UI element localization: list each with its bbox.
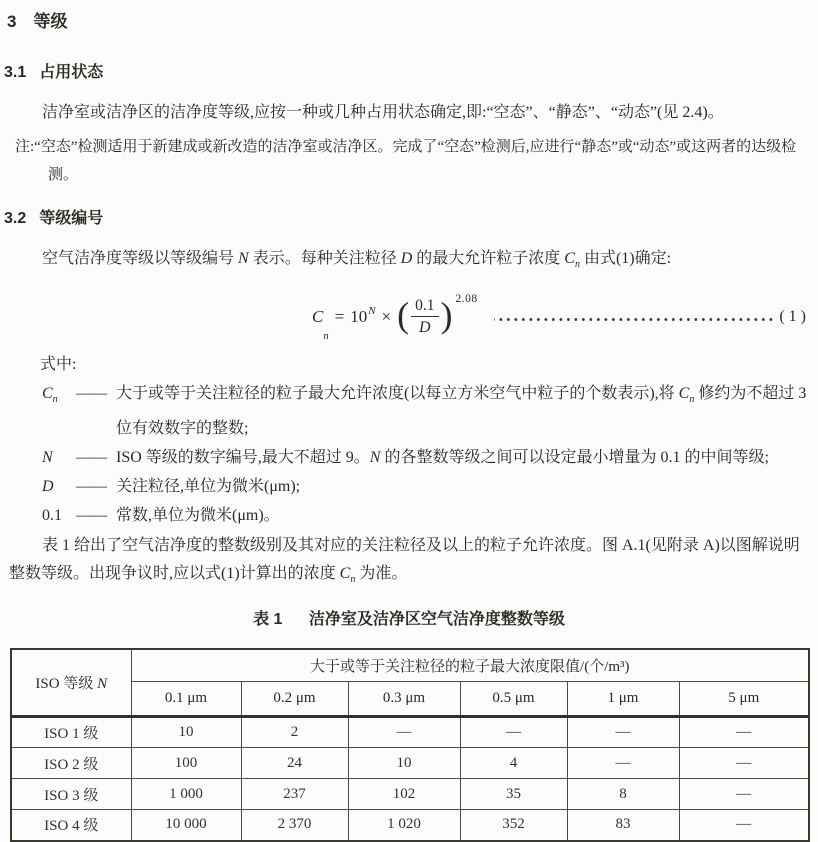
table-row-iso4 bbox=[11, 810, 809, 841]
class-label-cell: ISO 2 级 bbox=[11, 748, 131, 779]
value-cell: 35 bbox=[460, 779, 567, 810]
paragraph-class-designation: 空气洁净度等级以等级编号 N 表示。每种关注粒径 D 的最大允许粒子浓度 $C_n$ 由式(1)确定: bbox=[42, 250, 672, 271]
value-cell: 2 bbox=[241, 717, 348, 748]
formula-lhs-subscript: n bbox=[323, 331, 329, 343]
section-heading-3 bbox=[7, 0, 818, 32]
class-label-cell: ISO 1 级 bbox=[11, 717, 131, 748]
value-cell: 10 bbox=[348, 748, 460, 779]
definition-item-cn bbox=[42, 379, 810, 443]
size-header-cell: 0.2 μm bbox=[241, 682, 348, 717]
formula-exponent-208: 2.08 bbox=[455, 293, 478, 306]
section-heading-3-1 bbox=[4, 59, 818, 82]
definition-term: 0.1 bbox=[42, 507, 62, 525]
value-cell: 10 bbox=[131, 717, 241, 748]
value-cell: — bbox=[567, 717, 679, 748]
table-caption bbox=[0, 606, 818, 629]
value-cell: 1 020 bbox=[348, 810, 460, 841]
equation-1 bbox=[0, 288, 808, 346]
multiplication-sign: × bbox=[381, 307, 392, 327]
equals-sign: = bbox=[334, 307, 345, 327]
note-block: 注:“空态”检测适用于新建成或新改造的洁净室或洁净区。完成了“空态”检测后,应进行“静态”或“动态”或这两者的达级检测。 bbox=[15, 139, 797, 183]
definition-term: $C_n$ bbox=[42, 385, 58, 406]
equation-number: ( 1 ) bbox=[779, 308, 806, 326]
value-cell: — bbox=[348, 717, 460, 748]
section-title: 占用状态 bbox=[39, 64, 104, 81]
dotted-leader bbox=[494, 317, 778, 322]
section-heading-3-2 bbox=[4, 205, 818, 228]
size-header-cell: 0.1 μm bbox=[131, 682, 241, 717]
definition-text: 关注粒径,单位为微米(μm); bbox=[116, 478, 301, 496]
definition-text: 大于或等于关注粒径的粒子最大允许浓度(以每立方米空气中粒子的个数表示),将 $C_n$ 修约为不超过 3 位有效数字的整数; bbox=[116, 385, 807, 438]
table-caption-title: 洁净室及洁净区空气洁净度整数等级 bbox=[308, 610, 565, 628]
definition-dash: —— bbox=[76, 385, 106, 403]
class-label-cell: ISO 4 级 bbox=[11, 810, 131, 841]
value-cell: 100 bbox=[131, 748, 241, 779]
value-cell: 8 bbox=[567, 779, 679, 810]
formula-base-ten: 10 bbox=[350, 307, 368, 327]
value-cell: 1 000 bbox=[131, 779, 241, 810]
table-row-iso1 bbox=[11, 717, 809, 748]
size-header-cell: 1 μm bbox=[567, 682, 679, 717]
definition-text: ISO 等级的数字编号,最大不超过 9。N 的各整数等级之间可以设定最小增量为 0.1 的中间等级; bbox=[116, 449, 769, 467]
definition-text: 常数,单位为微米(μm)。 bbox=[116, 507, 280, 525]
value-cell: 352 bbox=[460, 810, 567, 841]
value-cell: 237 bbox=[241, 779, 348, 810]
definition-term: D bbox=[42, 478, 54, 496]
value-cell: 4 bbox=[460, 748, 567, 779]
table-row-iso3 bbox=[11, 779, 809, 810]
size-header-cell: 0.3 μm bbox=[348, 682, 460, 717]
value-cell: 102 bbox=[348, 779, 460, 810]
section-number: 3.2 bbox=[4, 210, 27, 227]
value-cell: — bbox=[679, 779, 809, 810]
value-cell: 24 bbox=[241, 748, 348, 779]
formula bbox=[312, 293, 478, 343]
open-parenthesis: ( bbox=[397, 295, 410, 336]
value-cell: 2 370 bbox=[241, 810, 348, 841]
section-number: 3.1 bbox=[4, 64, 27, 81]
value-cell: 83 bbox=[567, 810, 679, 841]
value-cell: 10 000 bbox=[131, 810, 241, 841]
definition-dash: —— bbox=[76, 507, 106, 525]
paragraph-occupancy-states: 洁净室或洁净区的洁净度等级,应按一种或几种占用状态确定,即:“空态”、“静态”、“动态”(见 2.4)。 bbox=[42, 104, 724, 121]
formula-lhs: C bbox=[312, 307, 324, 327]
definition-dash: —— bbox=[76, 449, 106, 467]
fraction-numerator: 0.1 bbox=[411, 296, 438, 317]
definition-item-01 bbox=[42, 501, 810, 530]
class-label-cell: ISO 3 级 bbox=[11, 779, 131, 810]
section-number: 3 bbox=[7, 12, 17, 31]
section-title: 等级 bbox=[33, 12, 68, 31]
table-row-iso2 bbox=[11, 748, 809, 779]
value-cell: — bbox=[679, 810, 809, 841]
definition-term: N bbox=[42, 449, 53, 467]
section-title: 等级编号 bbox=[39, 210, 104, 227]
size-header-cell: 0.5 μm bbox=[460, 682, 567, 717]
value-cell: — bbox=[567, 748, 679, 779]
formula-exponent-n: N bbox=[368, 305, 376, 318]
fraction bbox=[411, 296, 438, 338]
size-header-cell: 5 μm bbox=[679, 682, 809, 717]
value-cell: — bbox=[679, 748, 809, 779]
definition-dash: —— bbox=[76, 478, 106, 496]
where-label: 式中: bbox=[40, 356, 77, 374]
definition-item-n bbox=[42, 443, 810, 472]
corner-header-cell: ISO 等级 N bbox=[11, 649, 131, 717]
paragraph-table-intro: 表 1 给出了空气洁净度的整数级别及其对应的关注粒径及以上的粒子允许浓度。图 A.1(见附录 A)以图解说明整数等级。出现争议时,应以式(1)计算出的浓度 $C_n$ 为准。 bbox=[9, 537, 800, 586]
close-parenthesis: ) bbox=[440, 295, 453, 336]
concentration-span-header: 大于或等于关注粒径的粒子最大浓度限值/(个/m³) bbox=[131, 649, 809, 682]
value-cell: — bbox=[460, 717, 567, 748]
table-caption-label: 表 1 bbox=[253, 610, 283, 628]
iso-class-table bbox=[10, 648, 810, 842]
value-cell: — bbox=[679, 717, 809, 748]
fraction-denominator: D bbox=[419, 319, 431, 337]
definition-item-d bbox=[42, 472, 810, 501]
